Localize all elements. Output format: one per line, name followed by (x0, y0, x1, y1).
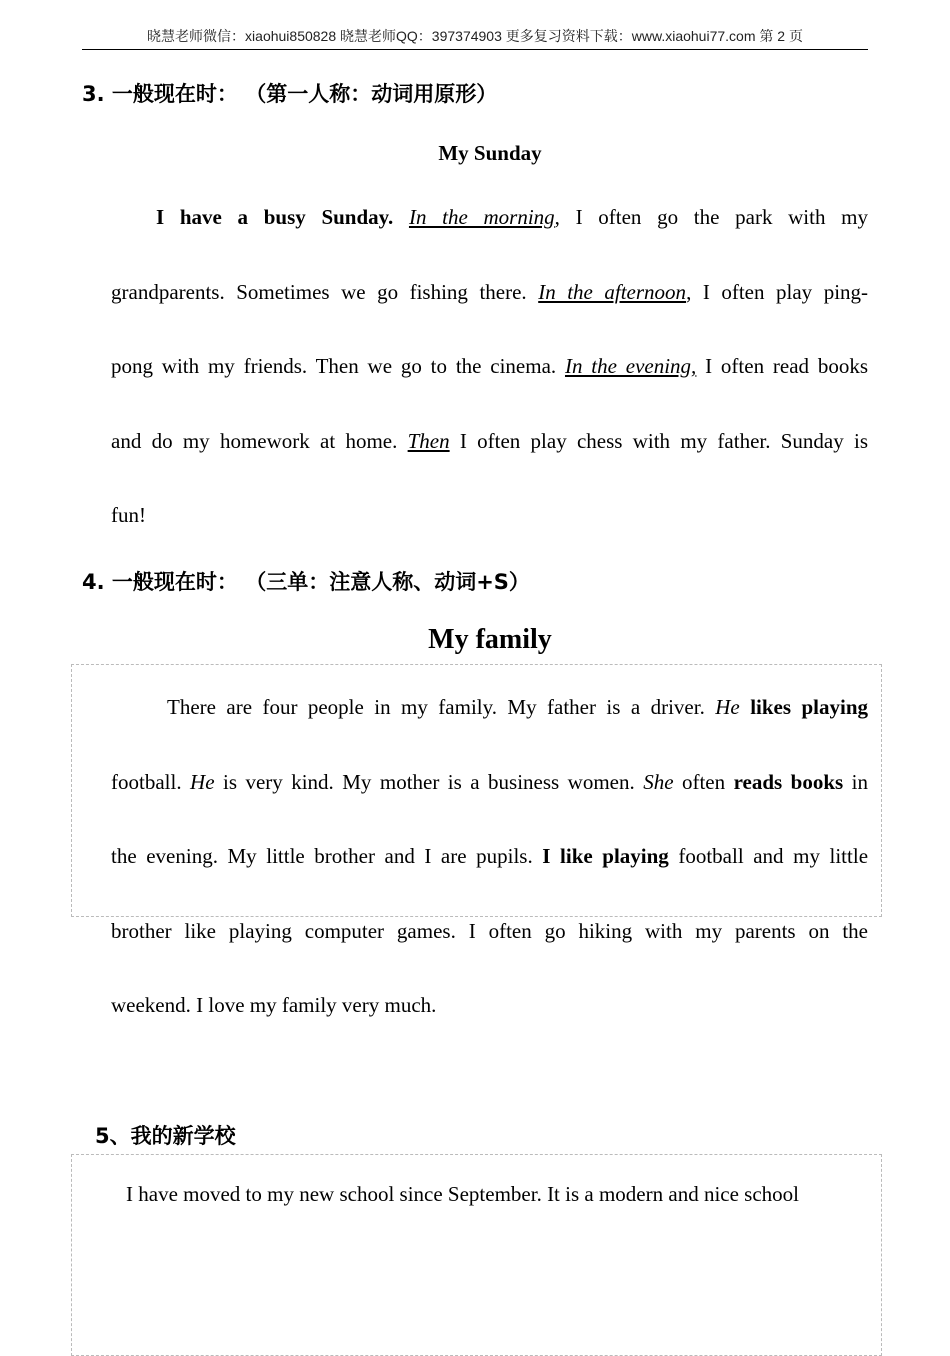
text-line (111, 819, 868, 894)
text-run: He (715, 695, 740, 719)
text-run: I have moved to my new school since September. It is a modern and nice school (126, 1182, 799, 1206)
text-run: the evening. My little brother and I are pupils. (111, 844, 543, 868)
text-run: grandparents. Sometimes we go fishing there. (111, 279, 539, 304)
text-line (111, 404, 868, 479)
text-run: in (843, 769, 868, 794)
text-run (740, 695, 750, 719)
text-run: , I often play ping- (686, 279, 869, 304)
section-4-paragraph (111, 670, 868, 1043)
text-line (111, 180, 868, 255)
text-run: likes playing (750, 695, 868, 719)
text-run: I have a busy Sunday. (156, 205, 409, 229)
section-3-title: My Sunday (438, 141, 542, 165)
text-run: often (673, 769, 734, 794)
text-line (111, 894, 868, 969)
text-line (111, 255, 868, 330)
section-5-paragraph (126, 1157, 868, 1232)
text-run: pong with my friends. Then we go to the cinema. (111, 354, 565, 378)
text-run: reads books (733, 769, 844, 794)
text-run: football and my little (668, 844, 869, 868)
text-run: weekend. I love my family very much. (111, 993, 437, 1017)
text-run: , I often go the park with my (554, 205, 868, 229)
page-header: 晓慧老师微信：xiaohui850828 晓慧老师QQ：397374903 更多复习资料下载：www.xiaohui77.com 第 2 页 (82, 26, 868, 50)
text-run: football. (111, 769, 191, 794)
text-run: and do my homework at home. (111, 428, 408, 453)
section-3-paragraph (111, 180, 868, 553)
text-line (111, 968, 868, 1043)
section-4-title: My family (428, 624, 552, 655)
text-line (111, 329, 868, 404)
text-run: There are four people in my family. My father is a driver. (167, 695, 716, 719)
text-run: In the morning (408, 205, 555, 229)
text-line (126, 1157, 868, 1232)
section-4-heading: 4. 一般现在时： （三单：注意人称、动词+S） (82, 570, 530, 594)
text-line (111, 745, 868, 820)
text-line (111, 670, 868, 745)
text-run: He (190, 769, 215, 794)
text-run: I often read books (696, 354, 869, 378)
text-run: Then (407, 428, 450, 453)
text-run: fun! (111, 503, 146, 527)
text-line (111, 478, 868, 553)
text-run: I like playing (542, 844, 669, 868)
text-run: In the afternoon (538, 279, 687, 304)
section-3-heading: 3. 一般现在时： （第一人称：动词用原形） (82, 82, 498, 106)
section-5-heading: 5、我的新学校 (95, 1124, 236, 1148)
text-run: brother like playing computer games. I often go hiking with my parents on the (111, 918, 868, 943)
text-run: In the evening, (564, 354, 697, 378)
text-run: is very kind. My mother is a business women. (214, 769, 644, 794)
text-run: I often play chess with my father. Sunday is (449, 428, 869, 453)
text-run: She (643, 769, 674, 794)
